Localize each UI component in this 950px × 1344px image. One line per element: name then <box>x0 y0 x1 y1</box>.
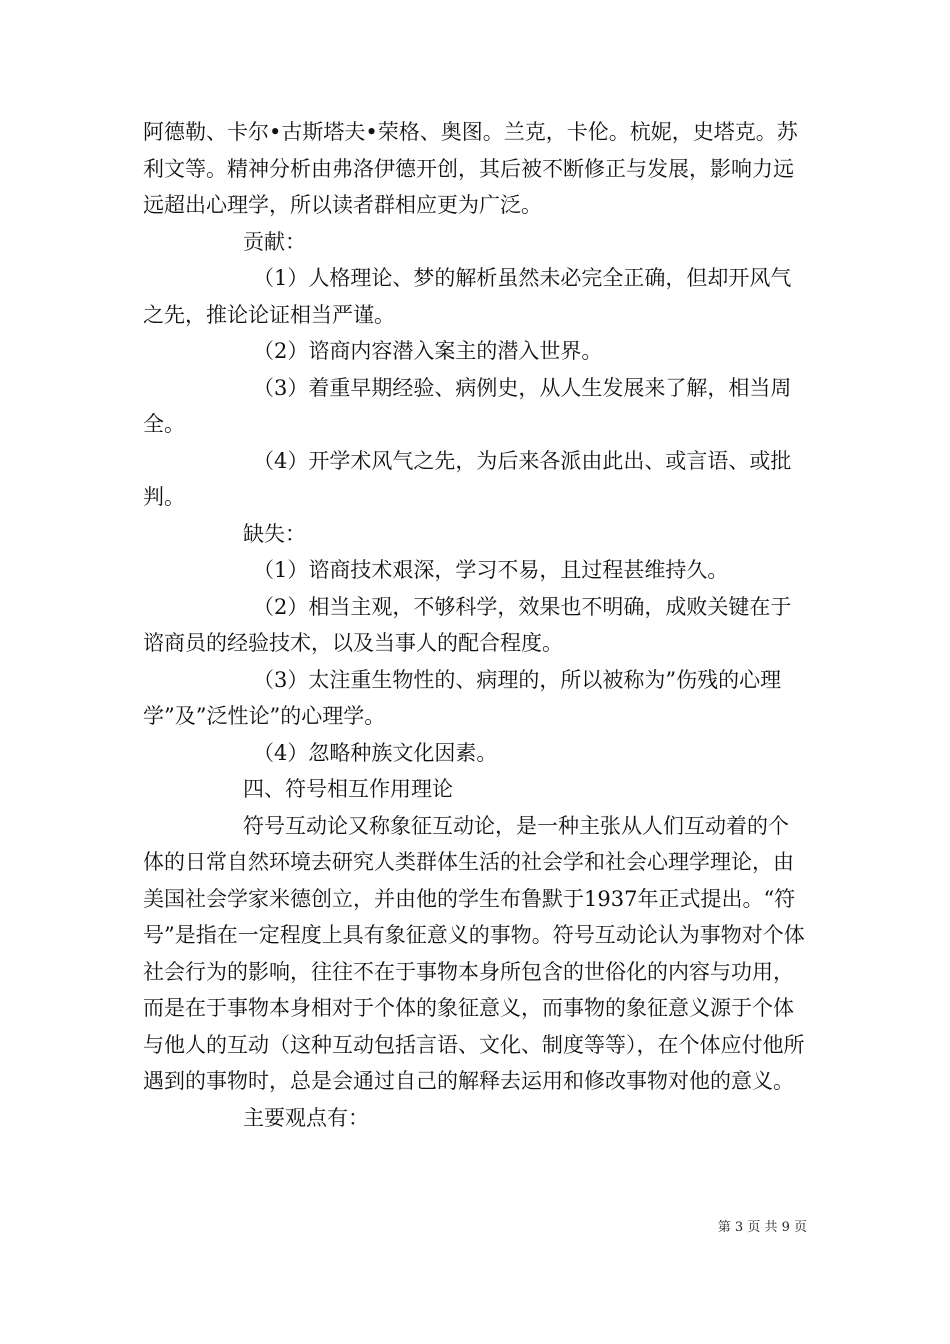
list-item: （4）开学术风气之先，为后来各派由此出、或言语、或批判。 <box>143 448 792 509</box>
section-label-contributions: 贡献： <box>243 229 306 254</box>
section-label-shortcomings: 缺失： <box>243 521 306 546</box>
list-item: （4）忽略种族文化因素。 <box>253 740 498 765</box>
page-number-footer: 第 3 页 共 9 页 <box>717 1220 807 1235</box>
list-item: （3）太注重生物性的、病理的，所以被称为”伤残的心理学”及”泛性论”的心理学。 <box>143 667 782 728</box>
list-item: （3）着重早期经验、病例史，从人生发展来了解，相当周全。 <box>143 375 792 436</box>
section-heading: 四、符号相互作用理论 <box>243 777 453 801</box>
document-body <box>143 114 807 1136</box>
list-item: （1）人格理论、梦的解析虽然未必完全正确，但却开风气之先，推论论证相当严谨。 <box>143 266 792 327</box>
list-item: （2）谘商内容潜入案主的潜入世界。 <box>253 339 603 363</box>
paragraph: 符号互动论又称象征互动论，是一种主张从人们互动着的个体的日常自然环境去研究人类群体生活的社会学和社会心理学理论，由美国社会学家米德创立，并由他的学生布鲁默于1937年正式提出。“符号”是指在一定程度上具有象征意义的事物。符号互动论认为事物对个体社会行为的影响，往往不在于事物本身所包含的世俗化的内容与功用，而是在于事物本身相对于个体的象征意义，而事物的象征意义源于个体与他人的互动（这种互动包括言语、文化、制度等等），在个体应付他所遇到的事物时，总是会通过自己的解释去运用和修改事物对他的意义。 <box>143 813 805 1093</box>
paragraph: 阿德勒、卡尔•古斯塔夫•荣格、奥图。兰克，卡伦。杭妮，史塔克。苏利文等。精神分析由弗洛伊德开创，其后被不断修正与发展，影响力远远超出心理学，所以读者群相应更为广泛。 <box>143 120 798 217</box>
list-item: （1）谘商技术艰深，学习不易，且过程甚维持久。 <box>253 558 729 582</box>
section-label-main-points: 主要观点有： <box>243 1105 369 1130</box>
list-item: （2）相当主观，不够科学，效果也不明确，成败关键在于谘商员的经验技术，以及当事人的配合程度。 <box>143 594 792 655</box>
